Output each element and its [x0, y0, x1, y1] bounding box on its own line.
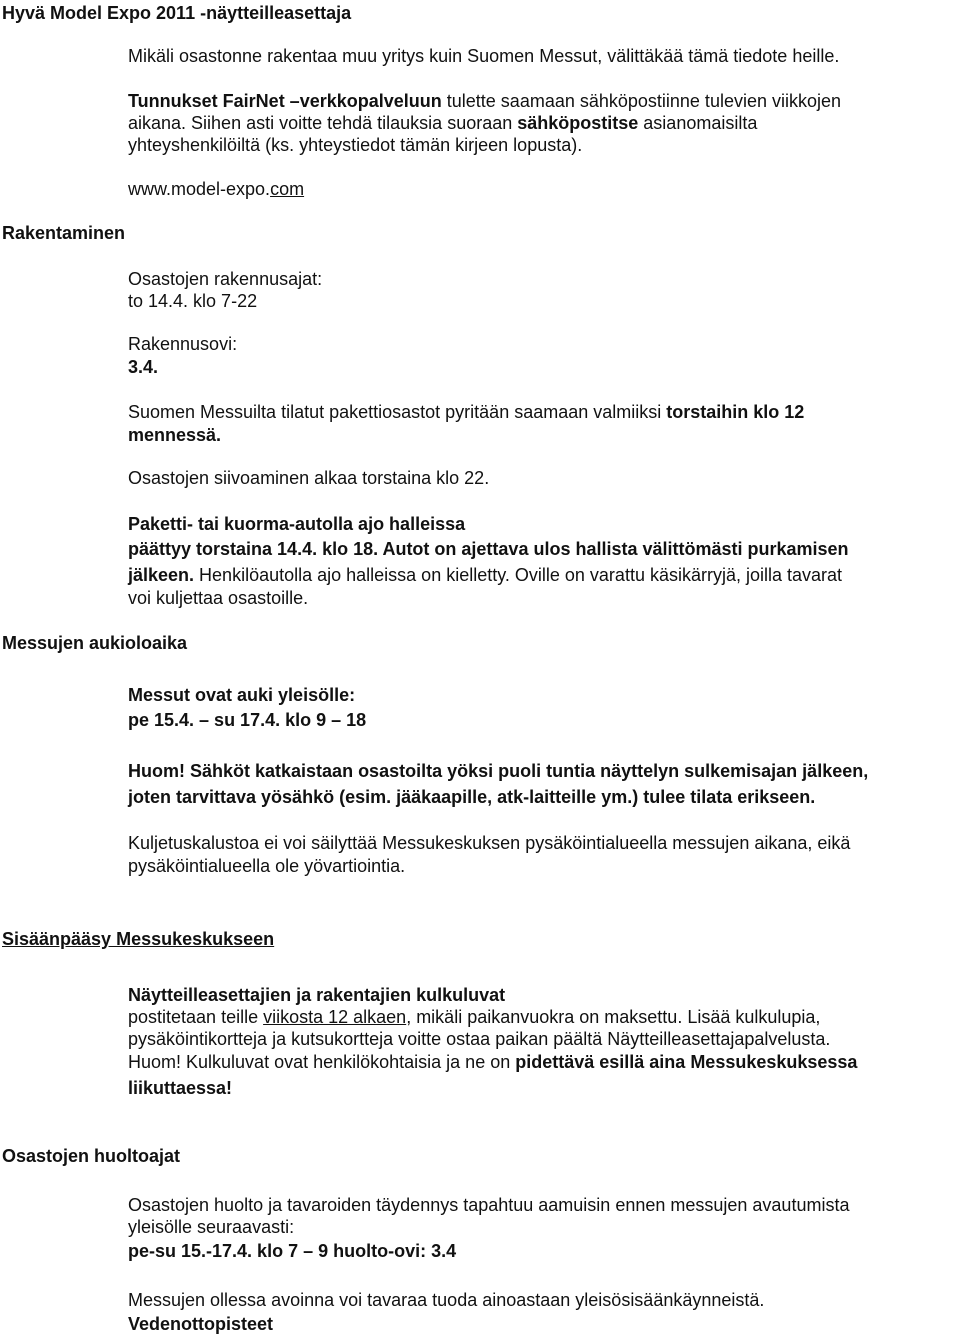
paragraph-power-line-2: joten tarvittava yösähkö (esim. jääkaapille, atk-laitteille ym.) tulee tilata erikseen.	[128, 787, 816, 807]
page-title: Hyvä Model Expo 2011 -näytteilleasettaja	[2, 3, 352, 23]
paragraph-passes-line-2	[128, 1006, 820, 1029]
paragraph-parking-line-2: pysäköintialueella ole yövartiointia.	[128, 856, 406, 876]
paragraph-package-line-1	[128, 401, 804, 424]
paragraph-subcontractor: Mikäli osastonne rakentaa muu yritys kuin Suomen Messut, välittäkää tämä tiedote heille.	[128, 46, 840, 66]
trucks-l3-bold: jälkeen.	[128, 565, 195, 585]
paragraph-water-heading: Vedenottopisteet	[128, 1314, 274, 1334]
fairnet-l2-bold: sähköpostitse	[517, 113, 639, 133]
paragraph-trucks-line-3	[128, 564, 842, 587]
section-heading-aukioloaika: Messujen aukioloaika	[2, 633, 188, 653]
paragraph-passes-line-5: liikuttaessa!	[128, 1078, 233, 1098]
paragraph-passes-line-4	[128, 1051, 857, 1074]
passes-l2-underlined: viikosta 12 alkaen	[263, 1007, 407, 1027]
paragraph-entry: Messujen ollessa avoinna voi tavaraa tuoda ainoastaan yleisösisäänkäynneistä.	[128, 1290, 765, 1310]
opening-hours-label: Messut ovat auki yleisölle:	[128, 685, 356, 705]
trucks-l3-rest: Henkilöautolla ajo halleissa on kielletty. Oville on varattu käsikärryjä, joilla tavarat	[194, 565, 843, 585]
passes-l4-bold: pidettävä esillä aina Messukeskuksessa	[515, 1052, 858, 1072]
paragraph-trucks-line-2: päättyy torstaina 14.4. klo 18. Autot on ajettava ulos hallista välittömästi purkamisen	[128, 539, 849, 559]
construction-times-label: Osastojen rakennusajat:	[128, 269, 323, 289]
paragraph-package-line-2: mennessä.	[128, 425, 222, 445]
model-expo-link[interactable]	[128, 178, 304, 201]
link-part-a: www.model-expo.	[128, 179, 271, 199]
link-part-b: com	[270, 179, 305, 199]
paragraph-passes-line-1: Näytteilleasettajien ja rakentajien kulkuluvat	[128, 985, 506, 1005]
construction-times-value: to 14.4. klo 7-22	[128, 291, 258, 311]
passes-l4-a: Huom! Kulkuluvat ovat henkilökohtaisia ja ne on	[128, 1052, 516, 1072]
paragraph-trucks-line-4: voi kuljettaa osastoille.	[128, 588, 309, 608]
construction-door-value: 3.4.	[128, 357, 159, 377]
package-l1-bold: torstaihin klo 12	[666, 402, 805, 422]
fairnet-l2-b: asianomaisilta	[638, 113, 758, 133]
passes-l2-a: postitetaan teille	[128, 1007, 264, 1027]
package-l1-a: Suomen Messuilta tilatut pakettiosastot pyritään saamaan valmiiksi	[128, 402, 667, 422]
section-heading-huoltoajat: Osastojen huoltoajat	[2, 1146, 181, 1166]
paragraph-service-line-3: pe-su 15.-17.4. klo 7 – 9 huolto-ovi: 3.4	[128, 1241, 457, 1261]
paragraph-trucks-line-1: Paketti- tai kuorma-autolla ajo halleissa	[128, 514, 466, 534]
paragraph-fairnet-line-2	[128, 112, 757, 135]
fairnet-l2-a: aikana. Siihen asti voitte tehdä tilauksia suoraan	[128, 113, 518, 133]
paragraph-fairnet-line-3: yhteyshenkilöiltä (ks. yhteystiedot tämän kirjeen lopusta).	[128, 135, 583, 155]
paragraph-cleaning: Osastojen siivoaminen alkaa torstaina klo 22.	[128, 468, 490, 488]
paragraph-service-line-1: Osastojen huolto ja tavaroiden täydennys tapahtuu aamuisin ennen messujen avautumista	[128, 1195, 850, 1215]
construction-door-label: Rakennusovi:	[128, 334, 238, 354]
section-heading-rakentaminen: Rakentaminen	[2, 223, 126, 243]
paragraph-power-line-1: Huom! Sähköt katkaistaan osastoilta yöksi puoli tuntia näyttelyn sulkemisajan jälkeen,	[128, 761, 869, 781]
opening-hours-value: pe 15.4. – su 17.4. klo 9 – 18	[128, 710, 367, 730]
paragraph-service-line-2: yleisölle seuraavasti:	[128, 1217, 295, 1237]
fairnet-rest: tulette saamaan sähköpostiinne tulevien viikkojen	[441, 91, 842, 111]
paragraph-fairnet-line-1	[128, 90, 841, 113]
passes-l2-b: , mikäli paikanvuokra on maksettu. Lisää kulkulupia,	[406, 1007, 821, 1027]
section-heading-sisaanpaasy: Sisäänpääsy Messukeskukseen	[2, 929, 275, 949]
fairnet-bold: Tunnukset FairNet –verkkopalveluun	[128, 91, 442, 111]
paragraph-passes-line-3: pysäköintikortteja ja kutsukortteja voitte ostaa paikan päältä Näytteilleasettajapalvelusta.	[128, 1029, 831, 1049]
paragraph-parking-line-1: Kuljetuskalustoa ei voi säilyttää Messukeskuksen pysäköintialueella messujen aikana, eikä	[128, 833, 851, 853]
